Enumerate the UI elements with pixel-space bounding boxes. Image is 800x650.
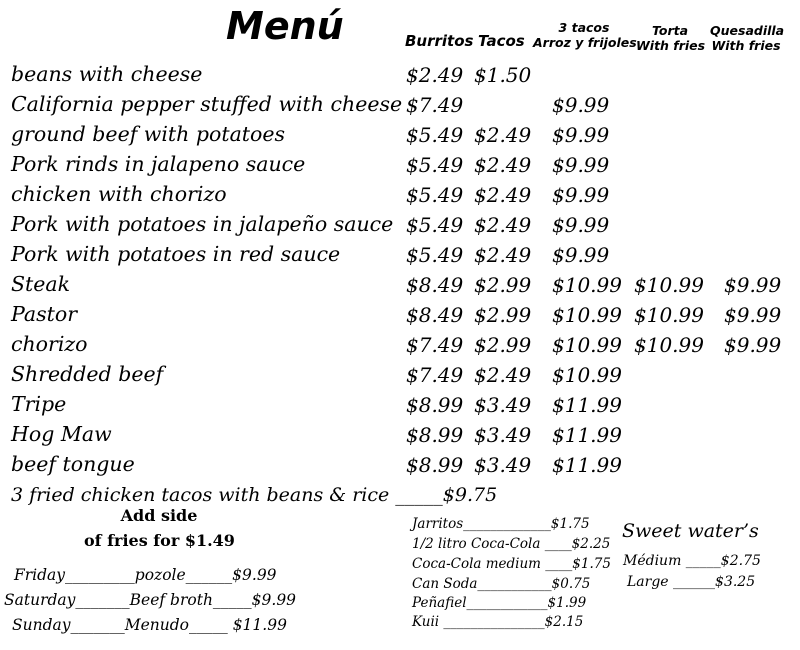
price-quesadilla: $9.99 [724,273,782,297]
column-header-tacos: Tacos [478,32,525,50]
price-taco: $1.50 [474,63,532,87]
column-header-combo-line2: Arroz y frijoles [533,35,637,50]
price-combo: $11.99 [552,393,622,417]
price-burrito: $5.49 [406,243,464,267]
menu-item-name: ground beef with potatoes [11,122,286,146]
price-taco: $2.49 [474,363,532,387]
price-taco: $2.49 [474,183,532,207]
price-combo: $9.99 [552,213,610,237]
menu-item-name: Pastor [11,302,77,326]
drink-can-soda: Can Soda___________$0.75 [412,576,591,592]
daily-special-sunday: Sunday_______Menudo_____ $11.99 [12,616,287,634]
column-header-torta-line1: Torta [651,23,689,38]
menu-title: Menú [226,4,344,48]
price-taco: $2.99 [474,273,532,297]
column-header-quesadilla [710,23,785,53]
menu-item-name: chicken with chorizo [11,182,227,206]
price-combo: $10.99 [552,363,622,387]
side-offer [84,506,234,550]
menu-item-name: Shredded beef [11,362,164,386]
price-taco: $3.49 [474,393,532,417]
drink-coca-cola-half-liter: 1/2 litro Coca-Cola ____$2.25 [412,536,611,552]
side-offer-line2: of fries for $1.49 [84,531,235,550]
price-burrito: $8.99 [406,453,464,477]
price-combo: $11.99 [552,423,622,447]
price-burrito: $7.49 [406,333,464,357]
column-header-combo-line1: 3 tacos [558,20,610,35]
special-item: 3 fried chicken tacos with beans & rice _____$9.75 [11,484,498,506]
price-torta: $10.99 [634,333,704,357]
price-burrito: $7.49 [406,363,464,387]
price-taco: $2.99 [474,303,532,327]
price-taco: $2.49 [474,123,532,147]
price-burrito: $5.49 [406,123,464,147]
column-header-torta-line2: With fries [636,38,706,53]
menu-item-name: Tripe [11,392,67,416]
menu-item-name: Hog Maw [11,422,112,446]
drink-penafiel: Peñafiel____________$1.99 [412,595,587,611]
price-combo: $10.99 [552,273,622,297]
price-combo: $11.99 [552,453,622,477]
daily-special-friday: Friday_________pozole______$9.99 [14,566,277,584]
daily-special-saturday: Saturday_______Beef broth_____$9.99 [4,591,297,609]
price-combo: $10.99 [552,333,622,357]
price-torta: $10.99 [634,303,704,327]
column-header-torta [636,23,704,53]
price-combo: $9.99 [552,93,610,117]
price-combo: $9.99 [552,153,610,177]
price-burrito: $2.49 [406,63,464,87]
column-header-burritos: Burritos [405,32,474,50]
menu-item-name: chorizo [11,332,88,356]
menu-item-name: beans with cheese [11,62,203,86]
price-combo: $9.99 [552,243,610,267]
price-taco: $2.49 [474,153,532,177]
menu-item-name: Steak [11,272,71,296]
price-burrito: $5.49 [406,183,464,207]
drink-jarritos: Jarritos_____________$1.75 [412,516,590,532]
column-header-combo [533,20,635,50]
drink-kuii: Kuii _______________$2.15 [412,614,584,630]
price-combo: $9.99 [552,183,610,207]
price-taco: $3.49 [474,453,532,477]
price-quesadilla: $9.99 [724,303,782,327]
price-taco: $3.49 [474,423,532,447]
column-header-quesadilla-line1: Quesadilla [710,23,785,38]
price-burrito: $5.49 [406,153,464,177]
side-offer-line1: Add side [120,506,198,525]
price-burrito: $8.99 [406,423,464,447]
sweet-water-title: Sweet water’s [622,520,759,542]
drink-coca-cola-medium: Coca-Cola medium ____$1.75 [412,556,611,572]
price-torta: $10.99 [634,273,704,297]
price-burrito: $5.49 [406,213,464,237]
price-taco: $2.49 [474,213,532,237]
price-taco: $2.49 [474,243,532,267]
price-taco: $2.99 [474,333,532,357]
menu-item-name: Pork rinds in jalapeno sauce [11,152,306,176]
price-combo: $9.99 [552,123,610,147]
menu-item-name: Pork with potatoes in red sauce [11,242,341,266]
menu-item-name: California pepper stuffed with cheese [11,92,403,116]
price-combo: $10.99 [552,303,622,327]
column-header-quesadilla-line2: With fries [711,38,781,53]
sweet-water-medium: Médium _____$2.75 [623,553,761,569]
price-quesadilla: $9.99 [724,333,782,357]
sweet-water-large: Large ______$3.25 [627,574,756,590]
price-burrito: $8.99 [406,393,464,417]
menu-item-name: beef tongue [11,452,135,476]
menu-item-name: Pork with potatoes in jalapeño sauce [11,212,394,236]
price-burrito: $7.49 [406,93,464,117]
price-burrito: $8.49 [406,273,464,297]
price-burrito: $8.49 [406,303,464,327]
